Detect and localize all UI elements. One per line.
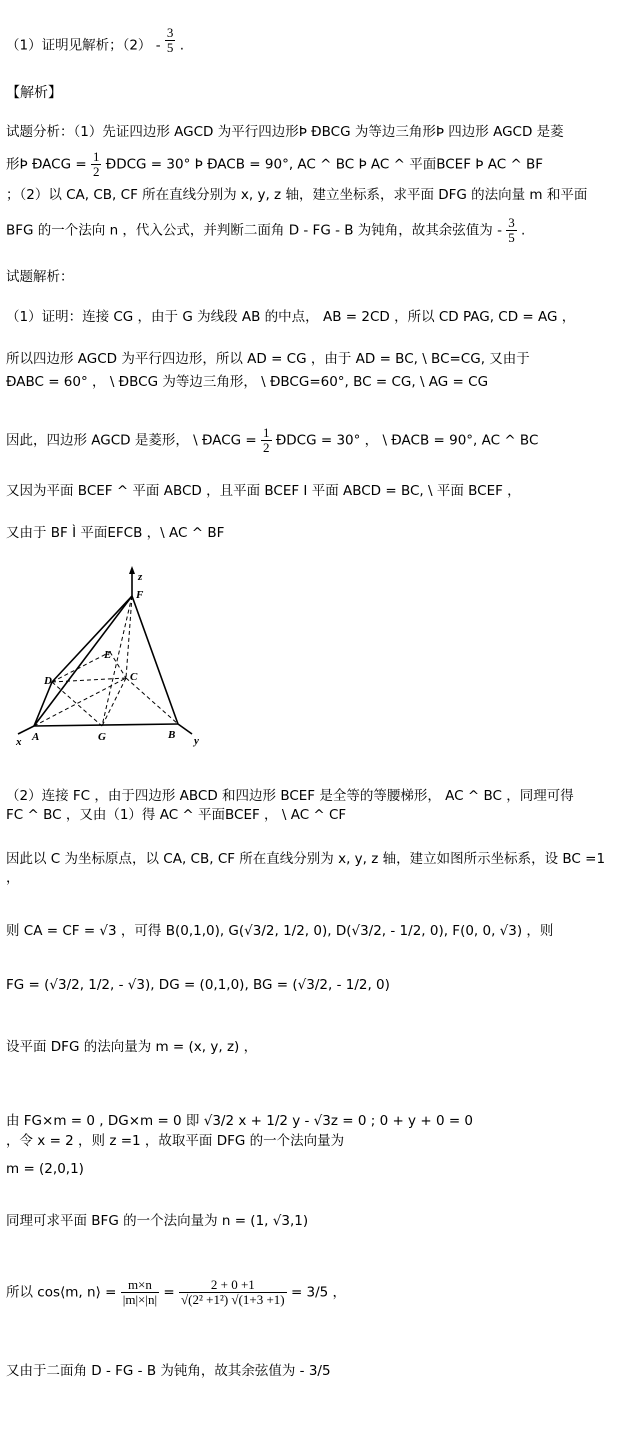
- answer-fraction: [165, 26, 176, 55]
- answer-suffix: .: [179, 37, 184, 54]
- answer-sign: -: [155, 37, 161, 54]
- label-B: B: [168, 729, 176, 741]
- cos-num-2: 2 + 0 +1: [179, 1278, 287, 1293]
- analysis-line-1: 试题分析：（1）先证四边形 AGCD 为平行四边形Þ ÐBCG 为等边三角形Þ 四边形 AGCD 是菱: [6, 124, 564, 140]
- analysis-line-4b: .: [521, 222, 526, 239]
- part1-line-1: （1）证明：连接 CG ，由于 G 为线段 AB 的中点， AB = 2CD ，所以 CD PAG, CD = AG ，: [6, 309, 576, 325]
- part2-line-1: （2）连接 FC ，由于四边形 ABCD 和四边形 BCEF 是全等的等腰梯形， AC ^ BC ，同理可得: [6, 788, 574, 804]
- answer-prefix: （1）证明见解析；（2）: [6, 37, 152, 54]
- part1-line-6: 又由于 BF Ì 平面EFCB ，\ AC ^ BF: [6, 525, 225, 541]
- part2-line-10: 同理可求平面 BFG 的一个法向量为 n = (1, √3,1): [6, 1213, 309, 1229]
- answer-num: 3: [166, 25, 174, 40]
- part2-line-11: 所以 cos⟨m, n⟩ = $\frac{m\times n}{|m|\times|n|}$ = $\frac{2 + 0 +1}{\text{√(2² +1²) √(1+3 +1)}}$ = 3/5 ，: [6, 1277, 347, 1307]
- cos-den-2: √(2² +1²) √(1+3 +1): [181, 1292, 285, 1307]
- cos-prefix: 所以 cos⟨m, n⟩ =: [6, 1284, 117, 1301]
- half-fraction-2: $\frac{1}{2}$: [263, 425, 270, 455]
- edge-FC: [126, 596, 132, 678]
- part2-line-7: 设平面 DFG 的法向量为 m = (x, y, z) ，: [6, 1039, 258, 1055]
- analysis-line-4a: BFG 的一个法向 n ，代入公式，并判断二面角 D - FG - B 为钝角，故其余弦值为 -: [6, 222, 502, 239]
- label-A: A: [32, 731, 40, 743]
- z-axis-arrow: [129, 566, 135, 574]
- analysis-line-2b: ÐDCG = 30° Þ ÐACB = 90°, AC ^ BC Þ AC ^ 平面BCEF Þ AC ^ BF: [105, 156, 544, 173]
- part2-line-12: 又由于二面角 D - FG - B 为钝角，故其余弦值为 - 3/5: [6, 1363, 331, 1379]
- part2-line-4: ，: [6, 870, 20, 886]
- analysis-line-3: ；（2）以 CA, CB, CF 所在直线分别为 x, y, z 轴，建立坐标系，求平面 DFG 的法向量 m 和平面: [6, 187, 588, 203]
- part1-line-3: ÐABC = 60° ， \ ÐBCG 为等边三角形， \ ÐBCG=60°, BC = CG, \ AG = CG: [6, 374, 489, 390]
- pyramid-figure: [14, 566, 214, 748]
- label-y: y: [194, 735, 199, 747]
- part2-line-8a: 由 FG×m = 0 , DG×m = 0 即 √3/2 x + 1/2 y - √3z = 0 ; 0 + y + 0 = 0: [6, 1113, 474, 1129]
- label-F: F: [136, 589, 144, 601]
- edge-DF: [52, 596, 132, 682]
- cos-result: = 3/5 ，: [290, 1284, 347, 1301]
- part2-line-9: m = (2,0,1): [6, 1161, 84, 1177]
- cos-den-1: |m|×|n|: [122, 1292, 158, 1307]
- part2-line-2: FC ^ BC ，又由（1）得 AC ^ 平面BCEF ， \ AC ^ CF: [6, 807, 347, 823]
- edge-CG: [102, 678, 126, 726]
- analysis-line-4: [6, 216, 525, 245]
- solution-title: 试题解析：: [6, 269, 74, 285]
- part2-line-6: FG = (√3/2, 1/2, - √3), DG = (0,1,0), BG = (√3/2, - 1/2, 0): [6, 977, 390, 993]
- label-G: G: [98, 731, 106, 743]
- part2-line-5: 则 CA = CF = √3 ，可得 B(0,1,0), G(√3/2, 1/2, 0), D(√3/2, - 1/2, 0), F(0, 0, √3) ，则: [6, 923, 554, 939]
- cos-num-1: m×n: [121, 1278, 159, 1293]
- analysis-line-2: [6, 150, 543, 179]
- part1-line-4a: 因此，四边形 AGCD 是菱形， \ ÐACG =: [6, 432, 257, 449]
- part2-line-8b: ，令 x = 2 ，则 z =1 ，故取平面 DFG 的一个法向量为: [6, 1133, 345, 1149]
- analysis-heading: 【解析】: [6, 85, 62, 101]
- edge-AB: [34, 724, 178, 726]
- label-E: E: [104, 649, 112, 661]
- answer-line: [6, 25, 184, 55]
- edge-DG: [52, 682, 102, 726]
- analysis-fraction: $\frac{3}{5}$: [508, 215, 515, 245]
- half-fraction-1: $\frac{1}{2}$: [92, 149, 100, 179]
- label-C: C: [130, 671, 138, 683]
- edge-FB: [132, 596, 178, 724]
- edge-EC: [110, 652, 126, 678]
- label-z: z: [138, 571, 143, 583]
- cos-fraction-1: [121, 1278, 159, 1307]
- part1-line-4b: ÐDCG = 30° ， \ ÐACB = 90°, AC ^ BC: [275, 432, 539, 449]
- edge-DC: [52, 678, 126, 682]
- label-D: D: [44, 675, 52, 687]
- part1-line-2: 所以四边形 AGCD 为平行四边形，所以 AD = CG ，由于 AD = BC, \ BC=CG, 又由于: [6, 351, 530, 367]
- edge-DE: [52, 652, 110, 682]
- analysis-line-2a: 形Þ ÐACG =: [6, 156, 87, 173]
- part2-line-3: 因此以 C 为坐标原点，以 CA, CB, CF 所在直线分别为 x, y, z 轴，建立如图所示坐标系，设 BC =1: [6, 851, 606, 867]
- answer-den: 5: [166, 40, 174, 55]
- label-x: x: [16, 736, 22, 748]
- edge-AD: [34, 682, 52, 726]
- cos-fraction-2: [179, 1278, 287, 1307]
- y-axis-line: [178, 724, 192, 734]
- part1-line-5: 又因为平面 BCEF ^ 平面 ABCD ，且平面 BCEF I 平面 ABCD = BC, \ 平面 BCEF ，: [6, 483, 521, 499]
- part1-line-4: [6, 426, 538, 455]
